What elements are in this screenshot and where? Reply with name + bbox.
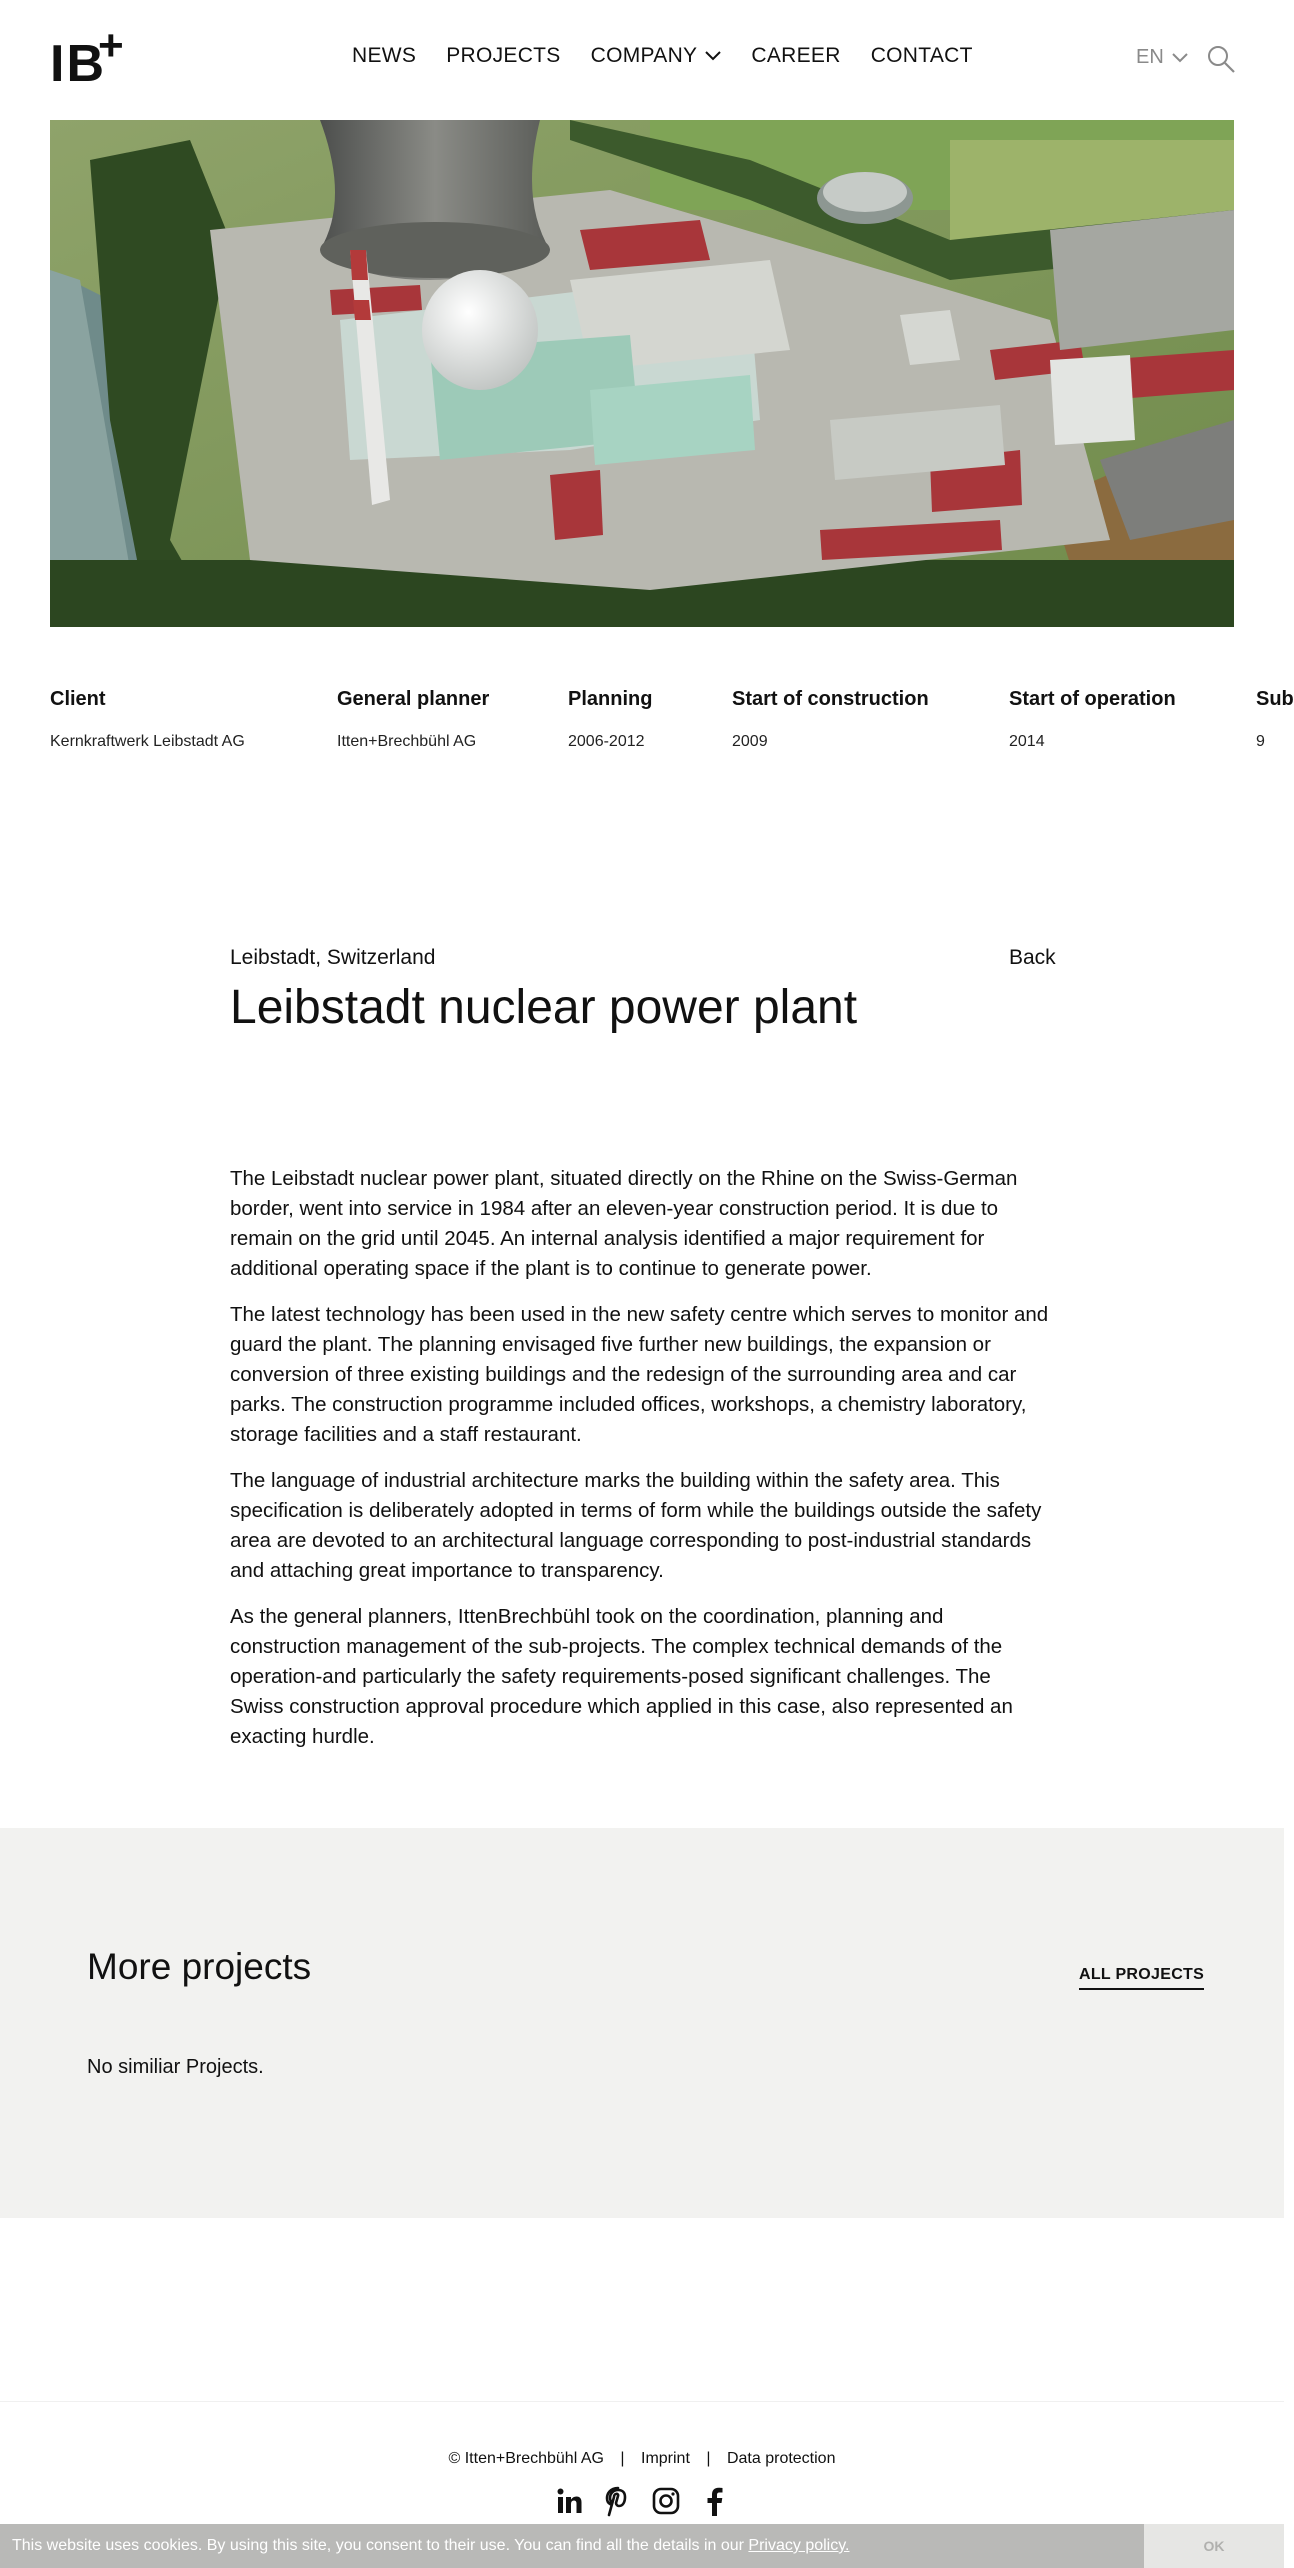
fact-value: 9 xyxy=(1256,733,1265,750)
main-nav xyxy=(352,44,1003,68)
power-plant-aerial-photo xyxy=(50,120,1234,627)
hero-image xyxy=(50,120,1234,627)
fact-label: Planning xyxy=(568,688,653,710)
page-title: Leibstadt nuclear power plant xyxy=(230,981,858,1034)
facebook-icon[interactable] xyxy=(699,2486,729,2516)
fact-value: 2014 xyxy=(1009,733,1045,750)
fact-label: Start of operation xyxy=(1009,688,1176,710)
description-paragraph: The language of industrial architecture marks the building within the safety area. This specification is deliberately adopted in terms of form while the buildings outside the safety area are devoted to an architectural language corresponding to post-industrial standards and attaching great importance to transparency. xyxy=(230,1469,1042,1582)
fact-label: Client xyxy=(50,688,106,710)
data-protection-link[interactable]: Data protection xyxy=(726,2450,836,2467)
copyright-text: © Itten+Brechbühl AG xyxy=(448,2450,604,2467)
fact-value: 2009 xyxy=(732,733,768,750)
cookie-message xyxy=(12,2537,849,2555)
logo[interactable] xyxy=(50,21,130,93)
more-projects-heading: More projects xyxy=(87,1946,312,1987)
nav-item-label: PROJECTS xyxy=(446,44,561,67)
chevron-down-icon xyxy=(705,50,721,62)
instagram-icon[interactable] xyxy=(651,2486,681,2516)
cookie-banner xyxy=(0,2524,1284,2568)
cookie-text: This website uses cookies. By using this site, you consent to their use. You can find all the details in our xyxy=(12,2537,749,2554)
pinterest-icon[interactable] xyxy=(603,2486,633,2516)
nav-item-label: NEWS xyxy=(352,44,417,67)
nav-item-career[interactable] xyxy=(751,44,840,68)
site-header xyxy=(0,0,1284,120)
imprint-link[interactable]: Imprint xyxy=(641,2450,690,2467)
fact-sub xyxy=(1256,688,1294,751)
fact-label: General planner xyxy=(337,688,490,710)
chevron-down-icon xyxy=(1172,52,1188,64)
fact-general-planner xyxy=(337,688,489,751)
fact-label: Sub xyxy=(1256,688,1294,710)
back-link[interactable]: Back xyxy=(1009,946,1056,969)
project-location: Leibstadt, Switzerland xyxy=(230,946,436,969)
nav-item-label: CAREER xyxy=(751,44,841,67)
no-projects-message: No similiar Projects. xyxy=(87,2056,264,2078)
footer-separator: | xyxy=(620,2450,625,2467)
footer-separator: | xyxy=(706,2450,711,2467)
nav-item-contact[interactable] xyxy=(871,44,973,68)
footer-links xyxy=(0,2450,1284,2468)
project-facts xyxy=(50,688,1294,758)
fact-planning xyxy=(568,688,652,751)
fact-value: Itten+Brechbühl AG xyxy=(337,733,477,750)
nav-item-label: COMPANY xyxy=(590,44,698,67)
fact-client xyxy=(50,688,245,751)
all-projects-link[interactable]: ALL PROJECTS xyxy=(1079,1966,1204,1990)
search-icon[interactable] xyxy=(1206,44,1236,74)
linkedin-icon[interactable] xyxy=(555,2486,585,2516)
logo-plus: + xyxy=(98,21,124,70)
fact-value: Kernkraftwerk Leibstadt AG xyxy=(50,733,245,750)
social-links xyxy=(555,2486,729,2516)
nav-item-news[interactable] xyxy=(352,44,416,68)
description-paragraph: The latest technology has been used in the new safety centre which serves to monitor and guard the plant. The planning envisaged five further new buildings, the expansion or conversion of three existing buildings and the redesign of the surrounding area and car parks. The construction programme included offices, workshops, a chemistry laboratory, storage facilities and a staff restaurant. xyxy=(230,1303,1049,1446)
cookie-ok-button[interactable]: OK xyxy=(1144,2524,1284,2568)
project-description xyxy=(230,1164,1050,1768)
privacy-policy-link[interactable]: Privacy policy. xyxy=(748,2537,850,2554)
nav-item-label: CONTACT xyxy=(870,44,973,67)
fact-start-of-construction xyxy=(732,688,929,751)
logo-text: IB xyxy=(50,35,106,93)
nav-item-company[interactable] xyxy=(591,44,722,68)
language-selector[interactable] xyxy=(1136,46,1188,69)
fact-label: Start of construction xyxy=(732,688,929,710)
site-footer xyxy=(0,2402,1284,2526)
language-label: EN xyxy=(1136,46,1164,68)
description-paragraph: As the general planners, IttenBrechbühl took on the coordination, planning and construction management of the sub-projects. The complex technical demands of the operation-and particularly the safety requirements-posed significant challenges. The Swiss construction approval procedure which applied in this case, also represented an exacting hurdle. xyxy=(230,1605,1013,1748)
nav-item-projects[interactable] xyxy=(446,44,560,68)
more-projects-section xyxy=(0,1828,1284,2218)
description-paragraph: The Leibstadt nuclear power plant, situated directly on the Rhine on the Swiss-German border, went into service in 1984 after an eleven-year construction period. It is due to remain on the grid until 2045. An internal analysis identified a major requirement for additional operating space if the plant is to continue to generate power. xyxy=(230,1167,1018,1280)
fact-value: 2006-2012 xyxy=(568,733,645,750)
fact-start-of-operation xyxy=(1009,688,1176,751)
